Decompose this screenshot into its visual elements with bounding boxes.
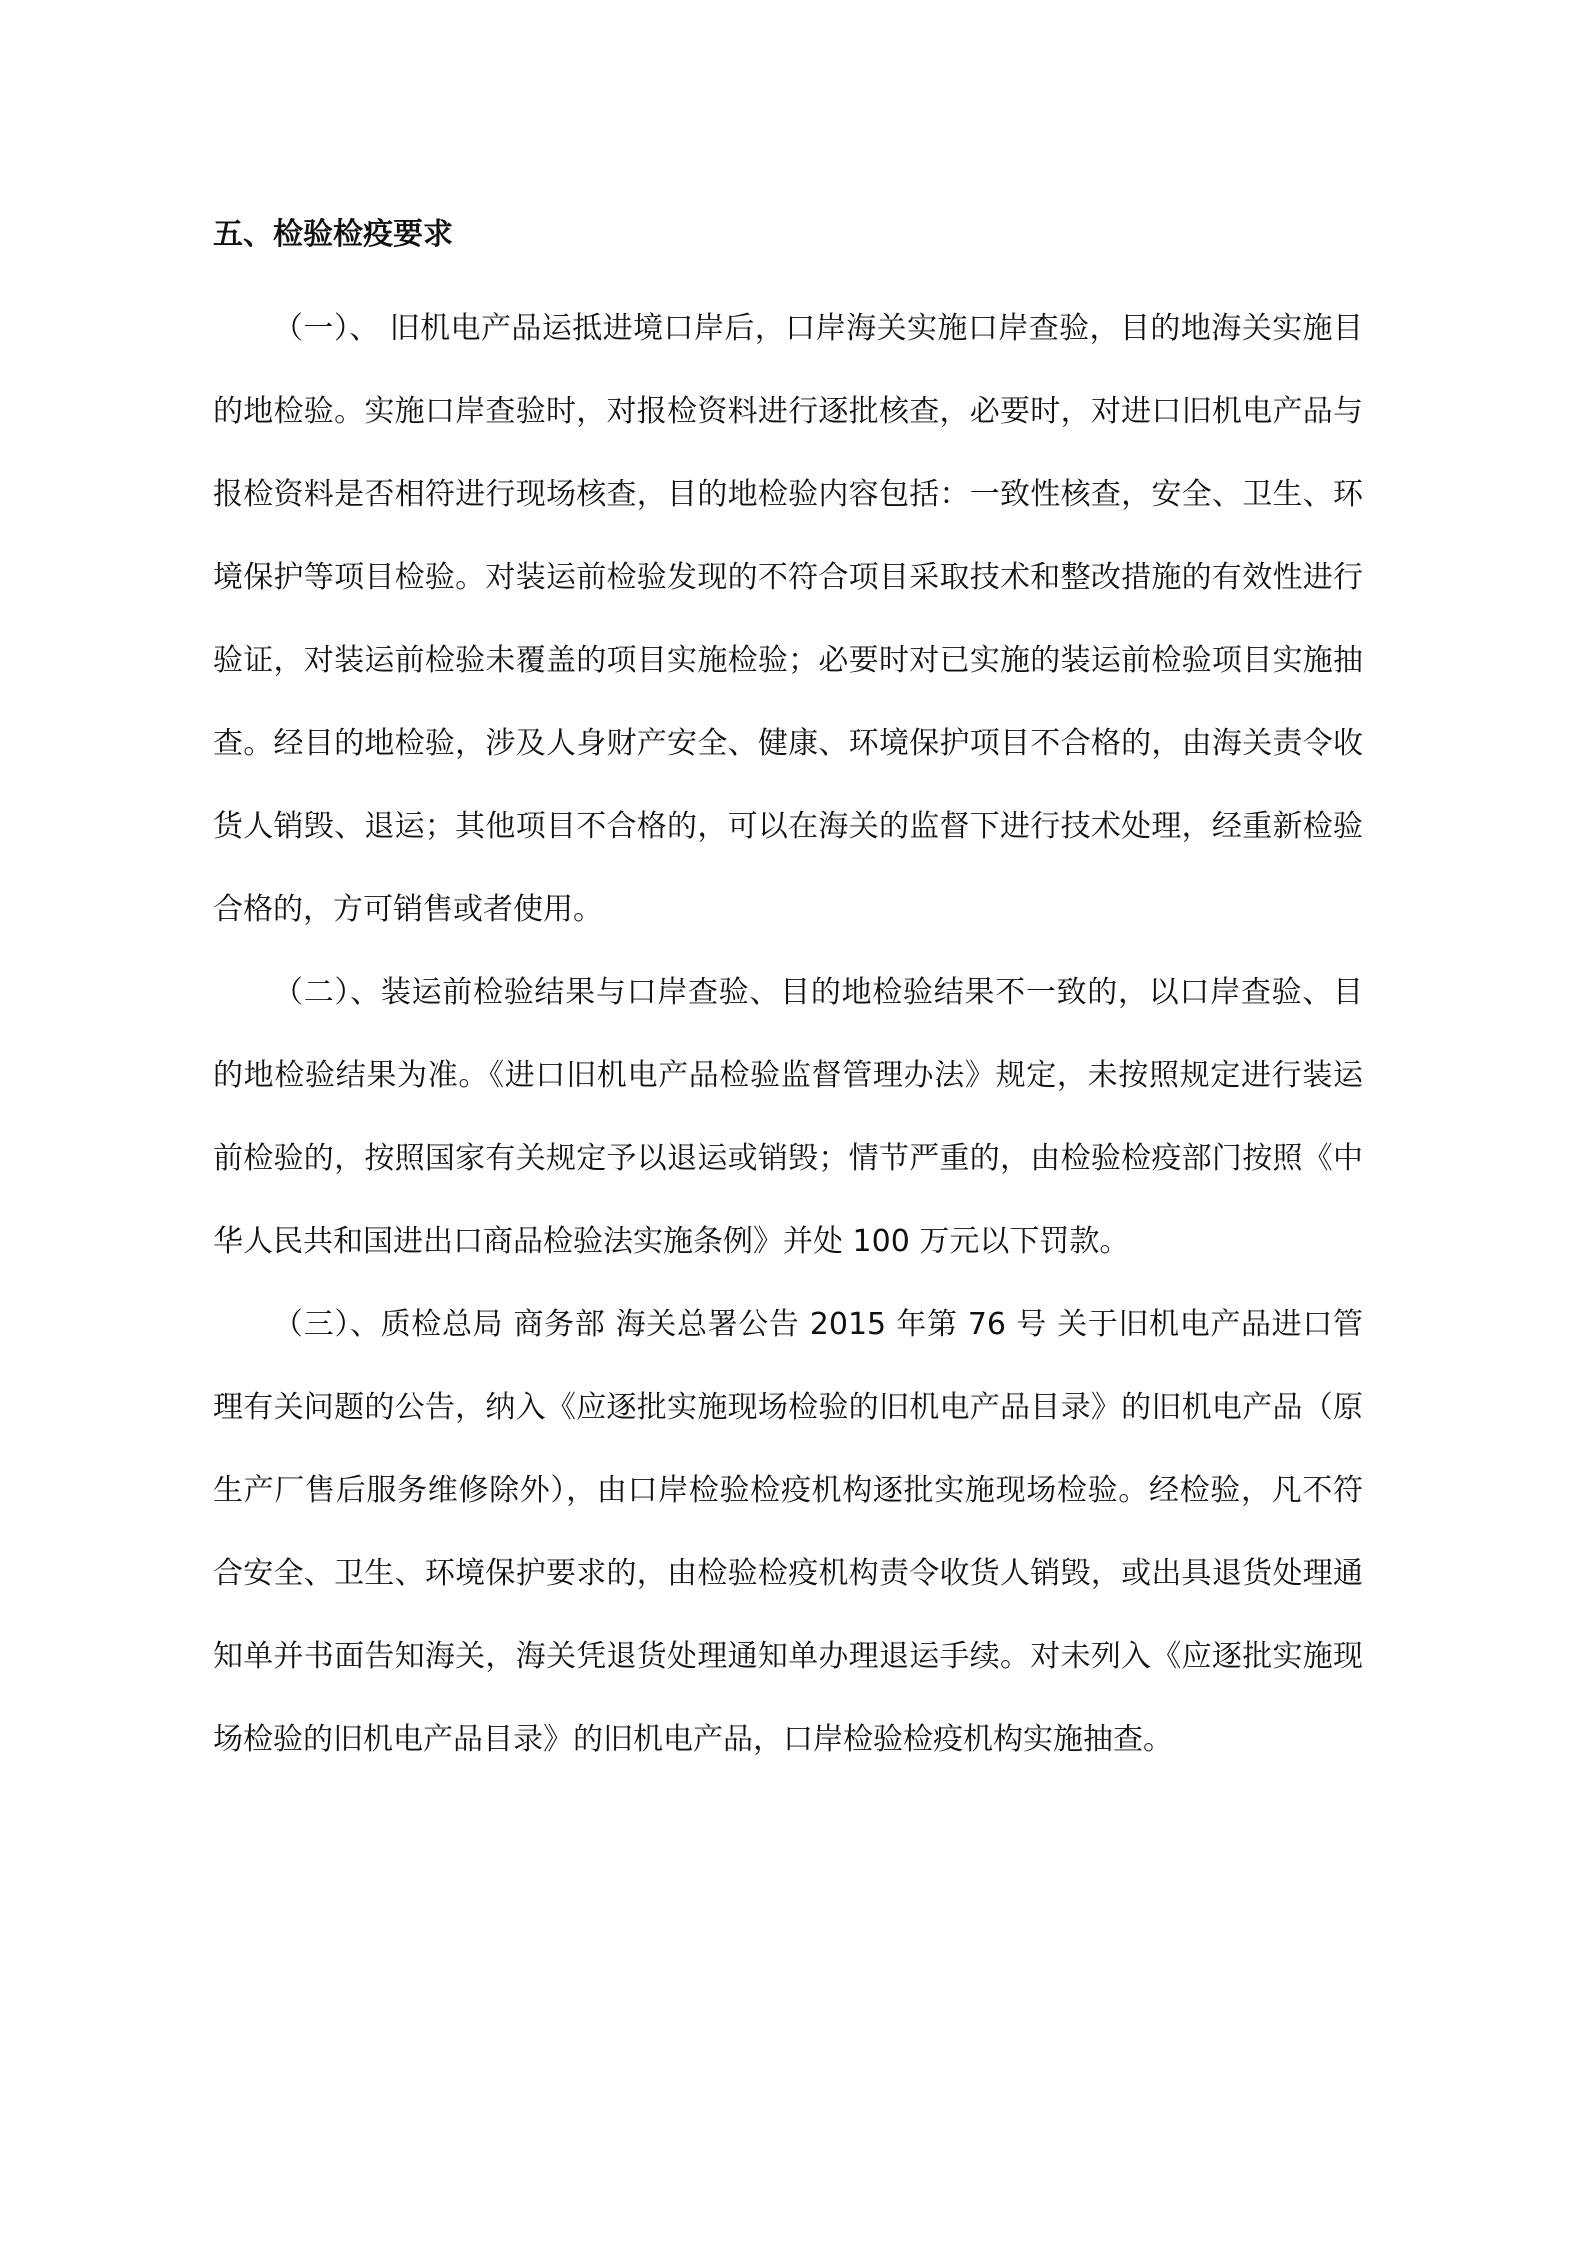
paragraph-result-discrepancy: （二）、装运前检验结果与口岸查验、目的地检验结果不一致的，以口岸查验、目的地检验结果为准。《进口旧机电产品检验监督管理办法》规定，未按照规定进行装运前检验的，按照国家有关规定予以退运或销毁；情节严重的，由检验检疫部门按照《中华人民共和国进出口商品检验法实施条例》并处 100 万元以下罚款。: [213, 975, 1363, 1259]
document-body: [213, 205, 1363, 1781]
section-heading: 五、检验检疫要求: [213, 217, 453, 252]
paragraph-inspection-procedure: （一）、 旧机电产品运抵进境口岸后，口岸海关实施口岸查验，目的地海关实施目的地检验。实施口岸查验时，对报检资料进行逐批核查，必要时，对进口旧机电产品与报检资料是否相符进行现场核查，目的地检验内容包括：一致性核查，安全、卫生、环境保护等项目检验。对装运前检验发现的不符合项目采取技术和整改措施的有效性进行验证，对装运前检验未覆盖的项目实施检验；必要时对已实施的装运前检验项目实施抽查。经目的地检验，涉及人身财产安全、健康、环境保护项目不合格的，由海关责令收货人销毁、退运；其他项目不合格的，可以在海关的监督下进行技术处理，经重新检验合格的，方可销售或者使用。: [213, 311, 1363, 927]
paragraph-announcement-2015-76: （三）、质检总局 商务部 海关总署公告 2015 年第 76 号 关于旧机电产品进口管理有关问题的公告，纳入《应逐批实施现场检验的旧机电产品目录》的旧机电产品（原生产厂售后服务维修除外），由口岸检验检疫机构逐批实施现场检验。经检验，凡不符合安全、卫生、环境保护要求的，由检验检疫机构责令收货人销毁，或出具退货处理通知单并书面告知海关，海关凭退货处理通知单办理退运手续。对未列入《应逐批实施现场检验的旧机电产品目录》的旧机电产品，口岸检验检疫机构实施抽查。: [213, 1307, 1363, 1757]
heading-spacer: [213, 265, 1363, 287]
